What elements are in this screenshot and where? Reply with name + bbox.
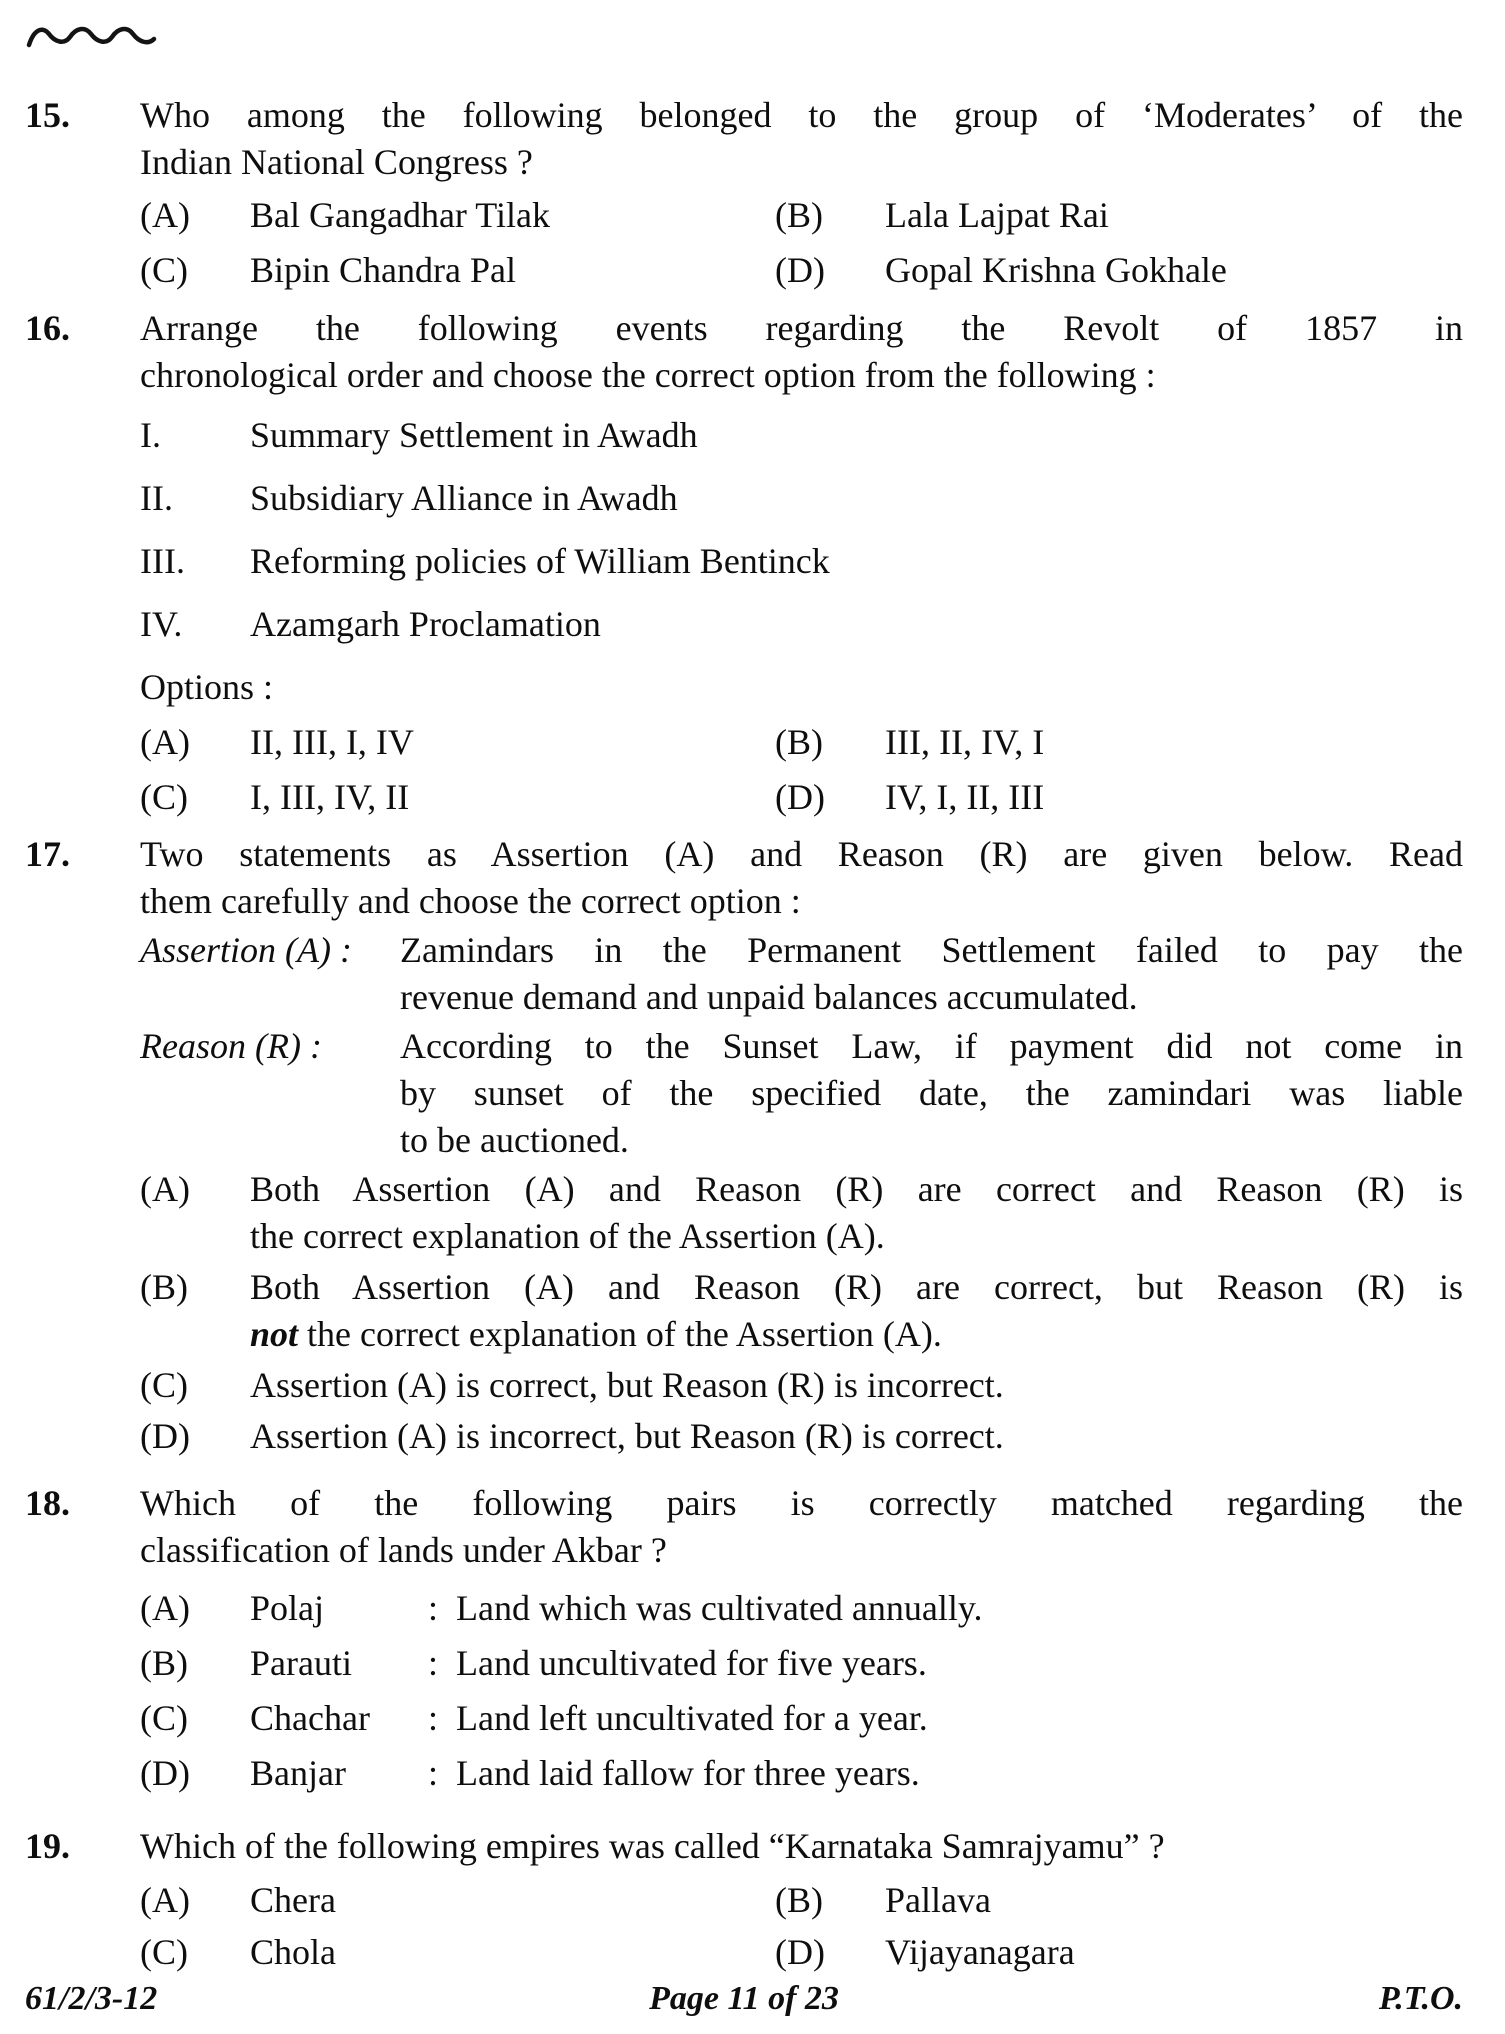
options-heading: Options : <box>140 667 274 707</box>
footer-pto: P.T.O. <box>1378 1980 1463 2017</box>
question-options <box>140 192 1463 294</box>
question-text-line: Indian National Congress ? <box>140 142 533 182</box>
question-text-line: them carefully and choose the correct option : <box>140 881 801 921</box>
option-text: I, III, IV, II <box>250 777 410 817</box>
pair-definition: Land left uncultivated for a year. <box>456 1698 928 1738</box>
option-text: Lala Lajpat Rai <box>885 195 1109 235</box>
option-label: (D) <box>775 777 825 817</box>
option-label: (B) <box>775 195 823 235</box>
assertion-text: Zamindars in the Permanent Settlement failed to pay the revenue demand and unpaid balances accumulated. <box>400 930 1463 1017</box>
question-number: 18. <box>25 1483 70 1523</box>
option-label: (C) <box>140 777 188 817</box>
list-text: Reforming policies of William Bentinck <box>250 541 830 581</box>
option-text: Assertion (A) is incorrect, but Reason (R) is correct. <box>250 1416 1004 1456</box>
question-text <box>140 92 1463 186</box>
option-text: Both Assertion (A) and Reason (R) are correct, but Reason (R) is not the correct explanation of the Assertion (A). <box>250 1267 1463 1354</box>
question-16 <box>25 305 1463 821</box>
question-text-line: classification of lands under Akbar ? <box>140 1530 667 1570</box>
pair-definition: Land laid fallow for three years. <box>456 1753 920 1793</box>
assertion-row <box>140 927 1463 1021</box>
option-text: Bipin Chandra Pal <box>250 250 516 290</box>
question-text <box>140 1480 1463 1574</box>
option-text: II, III, I, IV <box>250 722 414 762</box>
event-list <box>140 412 1463 648</box>
option-label: (C) <box>140 1698 188 1738</box>
option-label: (B) <box>140 1643 188 1683</box>
reason-text: According to the Sunset Law, if payment did not come in by sunset of the specified date, the zamindari was liable to be auctioned. <box>400 1026 1463 1160</box>
option-row <box>140 1695 1463 1742</box>
pair-term: Parauti <box>250 1643 352 1683</box>
option-text: Assertion (A) is correct, but Reason (R) is incorrect. <box>250 1365 1004 1405</box>
option-text: Vijayanagara <box>885 1932 1075 1972</box>
list-item <box>140 538 1463 585</box>
option-label: (B) <box>775 1880 823 1920</box>
option-text: Chola <box>250 1932 336 1972</box>
question-15 <box>25 92 1463 294</box>
option-text: Both Assertion (A) and Reason (R) are correct and Reason (R) is the correct explanation of the Assertion (A). <box>250 1169 1463 1256</box>
option-label: (C) <box>140 1365 188 1405</box>
reason-label: Reason (R) : <box>140 1026 322 1066</box>
option-label: (D) <box>140 1753 190 1793</box>
question-text <box>140 305 1463 399</box>
emphasized-not: not <box>250 1314 299 1354</box>
option-row <box>140 1362 1463 1409</box>
footer-paper-code: 61/2/3-12 <box>25 1980 158 2017</box>
footer-page-number: Page 11 of 23 <box>649 1980 839 2017</box>
question-text-line: Arrange the following events regarding the Revolt of 1857 in <box>140 308 1463 348</box>
list-item <box>140 475 1463 522</box>
option-label: (B) <box>140 1267 188 1307</box>
question-text-line: Who among the following belonged to the group of ‘Moderates’ of the <box>140 95 1463 135</box>
pair-definition: Land which was cultivated annually. <box>456 1588 983 1628</box>
list-item <box>140 412 1463 459</box>
option-row <box>140 1750 1463 1797</box>
question-text: Which of the following empires was called “Karnataka Samrajyamu” ? <box>140 1826 1165 1866</box>
option-text: Bal Gangadhar Tilak <box>250 195 550 235</box>
question-number: 16. <box>25 308 70 348</box>
option-label: (C) <box>140 250 188 290</box>
option-row <box>140 1585 1463 1632</box>
reason-row <box>140 1023 1463 1164</box>
pair-colon: : <box>428 1588 439 1628</box>
option-label: (C) <box>140 1932 188 1972</box>
question-text <box>140 831 1463 925</box>
list-label: I. <box>140 415 161 455</box>
squiggle-icon <box>25 20 1463 54</box>
option-label: (A) <box>140 1588 190 1628</box>
option-label: (D) <box>140 1416 190 1456</box>
question-17 <box>25 831 1463 1460</box>
pair-colon: : <box>428 1698 439 1738</box>
option-text: Chera <box>250 1880 336 1920</box>
question-options <box>140 1166 1463 1460</box>
list-item <box>140 601 1463 648</box>
list-label: II. <box>140 478 173 518</box>
option-label: (A) <box>140 722 190 762</box>
pair-colon: : <box>428 1643 439 1683</box>
list-text: Azamgarh Proclamation <box>250 604 601 644</box>
option-text: Gopal Krishna Gokhale <box>885 250 1227 290</box>
list-label: III. <box>140 541 185 581</box>
option-label: (A) <box>140 1880 190 1920</box>
option-row <box>140 1413 1463 1460</box>
option-label: (D) <box>775 250 825 290</box>
option-label: (A) <box>140 195 190 235</box>
question-options <box>140 1877 1463 1976</box>
assertion-label: Assertion (A) : <box>140 930 352 970</box>
question-19 <box>25 1823 1463 1976</box>
option-row <box>140 1264 1463 1358</box>
question-options <box>140 719 1463 821</box>
question-text-line: Which of the following pairs is correctly matched regarding the <box>140 1483 1463 1523</box>
question-number: 17. <box>25 834 70 874</box>
question-options <box>140 1585 1463 1797</box>
option-text: Pallava <box>885 1880 991 1920</box>
page-footer <box>25 1980 1463 2018</box>
question-number: 15. <box>25 95 70 135</box>
option-row <box>140 1640 1463 1687</box>
list-text: Summary Settlement in Awadh <box>250 415 698 455</box>
question-text-line: Two statements as Assertion (A) and Reason (R) are given below. Read <box>140 834 1463 874</box>
option-label: (B) <box>775 722 823 762</box>
pair-colon: : <box>428 1753 439 1793</box>
question-18 <box>25 1480 1463 1797</box>
option-row <box>140 1166 1463 1260</box>
statements <box>140 927 1463 1164</box>
list-text: Subsidiary Alliance in Awadh <box>250 478 678 518</box>
list-label: IV. <box>140 604 183 644</box>
pair-term: Polaj <box>250 1588 325 1628</box>
option-label: (A) <box>140 1169 190 1209</box>
pair-term: Banjar <box>250 1753 346 1793</box>
question-number: 19. <box>25 1826 70 1866</box>
option-text: IV, I, II, III <box>885 777 1045 817</box>
pair-term: Chachar <box>250 1698 370 1738</box>
option-text: III, II, IV, I <box>885 722 1045 762</box>
question-text-line: chronological order and choose the correct option from the following : <box>140 355 1156 395</box>
pair-definition: Land uncultivated for five years. <box>456 1643 927 1683</box>
option-label: (D) <box>775 1932 825 1972</box>
